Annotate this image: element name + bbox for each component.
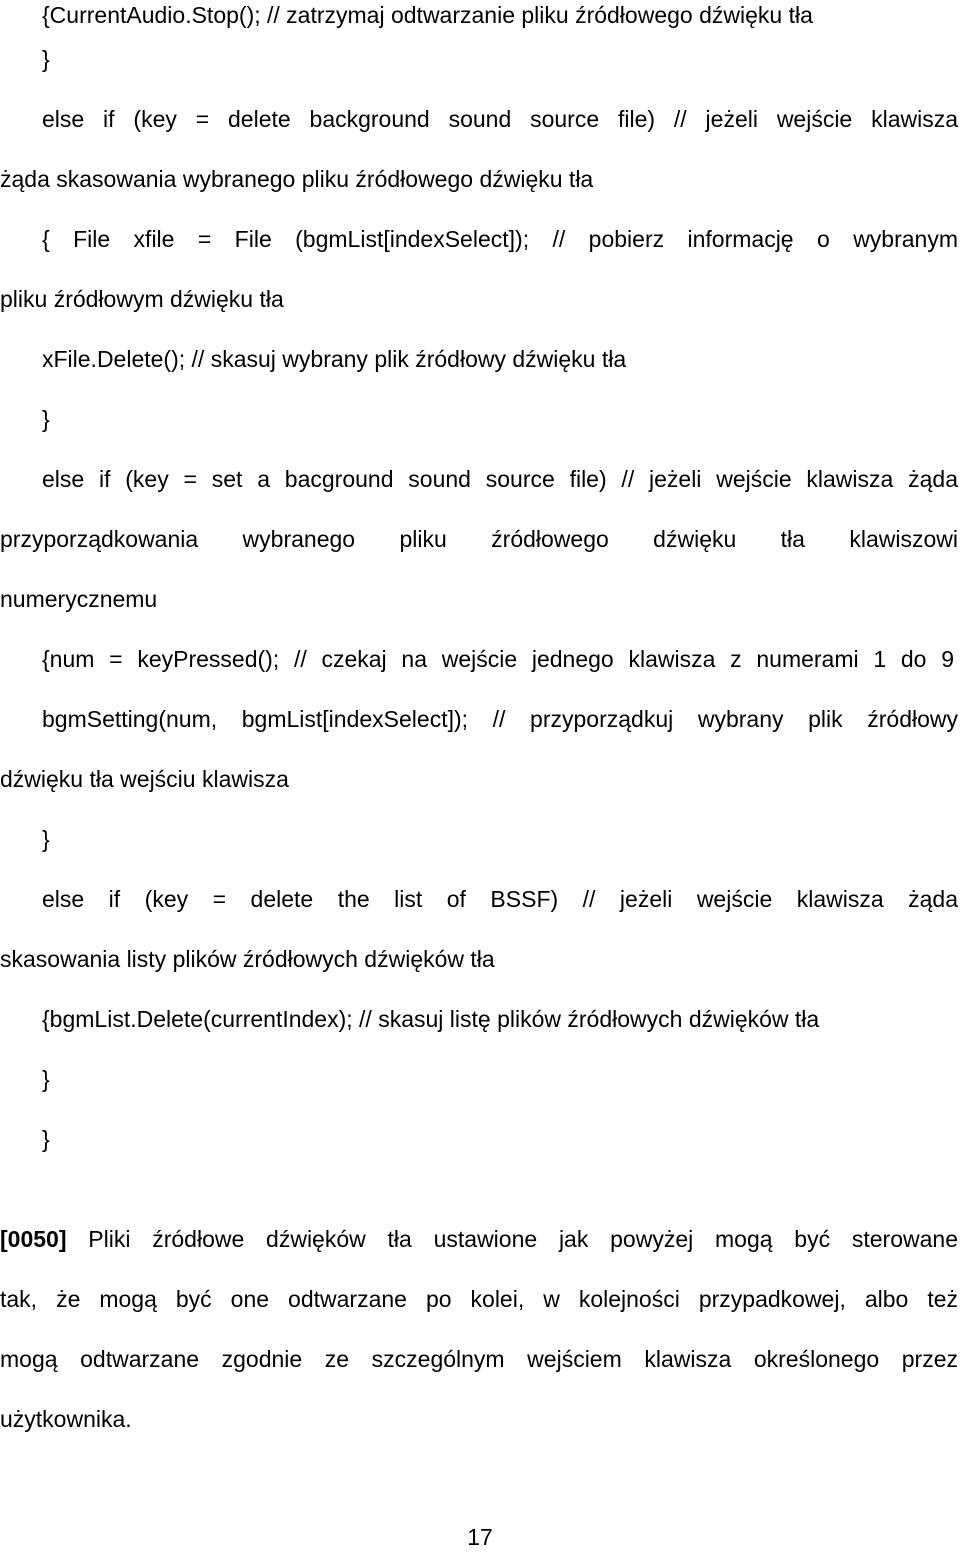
paragraph-line-1 (0, 1224, 958, 1254)
code-line-19: } (42, 1066, 50, 1092)
paragraph-text-1: Pliki źródłowe dźwięków tła ustawione jak powyżej mogą być sterowane (88, 1226, 958, 1252)
code-line-6: pliku źródłowym dźwięku tła (0, 286, 284, 312)
code-line-11: numerycznemu (0, 586, 158, 612)
paragraph-line-3: mogą odtwarzane zgodnie ze szczególnym wejściem klawisza określonego przez (0, 1346, 958, 1372)
page-number: 17 (467, 1524, 493, 1550)
code-line-16: else if (key = delete the list of BSSF) // jeżeli wejście klawisza żąda (42, 886, 958, 912)
code-line-10: przyporządkowania wybranego pliku źródłowego dźwięku tła klawiszowi (0, 526, 958, 552)
code-line-15: } (42, 826, 50, 852)
code-line-1: {CurrentAudio.Stop(); // zatrzymaj odtwarzanie pliku źródłowego dźwięku tła (42, 2, 813, 28)
code-line-13: bgmSetting(num, bgmList[indexSelect]); // przyporządkuj wybrany plik źródłowy (42, 706, 958, 732)
paragraph-line-4: użytkownika. (0, 1406, 132, 1432)
paragraph-number: [0050] (0, 1226, 67, 1252)
code-line-8: } (42, 406, 50, 432)
code-line-4: żąda skasowania wybranego pliku źródłowego dźwięku tła (0, 166, 594, 192)
code-line-17: skasowania listy plików źródłowych dźwięków tła (0, 946, 495, 972)
code-line-7: xFile.Delete(); // skasuj wybrany plik źródłowy dźwięku tła (42, 346, 627, 372)
code-line-18: {bgmList.Delete(currentIndex); // skasuj listę plików źródłowych dźwięków tła (42, 1006, 820, 1032)
code-line-9: else if (key = set a bacground sound source file) // jeżeli wejście klawisza żąda (42, 466, 958, 492)
code-line-3: else if (key = delete background sound source file) // jeżeli wejście klawisza (42, 106, 958, 132)
paragraph-line-2: tak, że mogą być one odtwarzane po kolei, w kolejności przypadkowej, albo też (0, 1286, 958, 1312)
code-line-20: } (42, 1126, 50, 1152)
code-line-2: } (42, 46, 50, 72)
code-line-12: {num = keyPressed(); // czekaj na wejście jednego klawisza z numerami 1 do 9 (42, 646, 954, 672)
code-line-5: { File xfile = File (bgmList[indexSelect]); // pobierz informację o wybranym (42, 226, 958, 252)
code-line-14: dźwięku tła wejściu klawisza (0, 766, 289, 792)
